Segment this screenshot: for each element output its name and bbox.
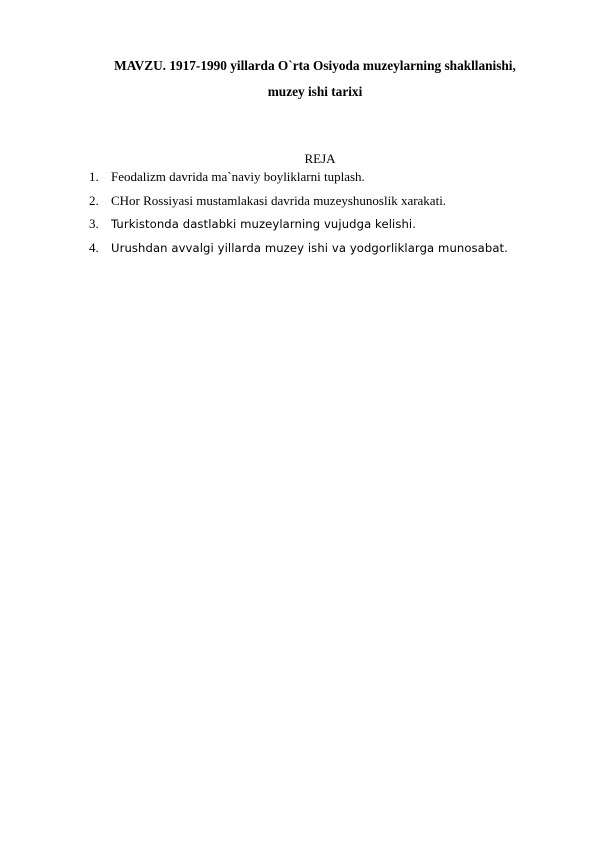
plan-item-number: 3. bbox=[89, 216, 99, 231]
plan-item-text: CHor Rossiyasi mustamlakasi davrida muzeyshunoslik xarakati. bbox=[111, 192, 447, 208]
document-title-line-2: muzey ishi tarixi bbox=[267, 84, 363, 99]
plan-item-text: Urushdan avvalgi yillarda muzey ishi va yodgorliklarga munosabat. bbox=[111, 240, 508, 255]
document-title-line-1: MAVZU. 1917-1990 yillarda O`rta Osiyoda muzeylarning shakllanishi, bbox=[114, 58, 516, 73]
plan-heading: REJA bbox=[304, 151, 336, 166]
plan-item-4 bbox=[89, 240, 508, 264]
plan-item-number: 2. bbox=[89, 192, 99, 208]
plan-item-number: 4. bbox=[89, 239, 99, 255]
plan-item-text: Feodalizm davrida ma`naviy boyliklarni tuplash. bbox=[111, 169, 365, 184]
plan-item-text: Turkistonda dastlabki muzeylarning vujudga kelishi. bbox=[111, 217, 417, 231]
plan-item-2 bbox=[89, 193, 508, 217]
plan-list bbox=[89, 169, 508, 263]
plan-item-number: 1. bbox=[89, 169, 99, 184]
plan-item-1 bbox=[89, 169, 508, 193]
plan-item-3 bbox=[89, 216, 508, 240]
